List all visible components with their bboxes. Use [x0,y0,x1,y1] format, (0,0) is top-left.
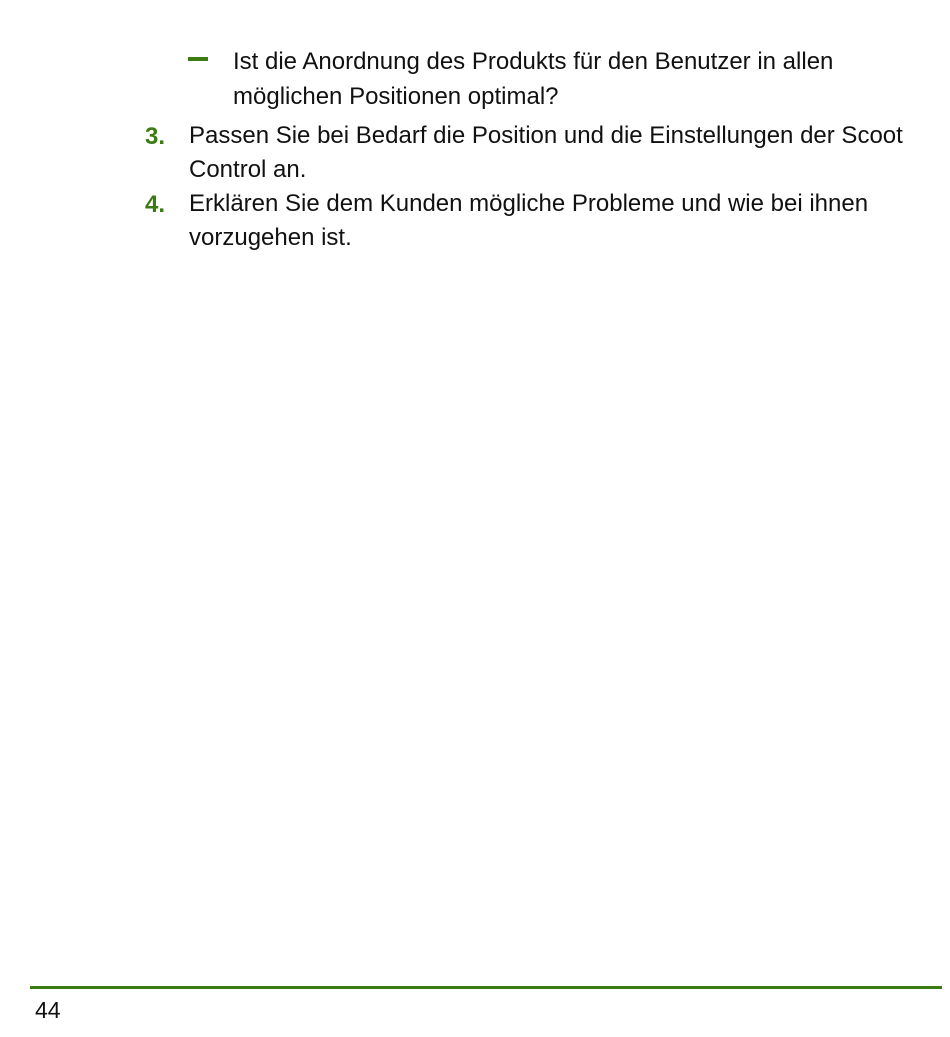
sub-list-item-text: Ist die Anordnung des Produkts für den Benutzer in allen möglichen Positionen optimal? [233,48,834,110]
footer-divider [30,986,942,989]
step-text: Erklären Sie dem Kunden mögliche Probleme und wie bei ihnen vorzugehen ist. [189,190,869,251]
page-number: 44 [35,997,61,1023]
step-number: 3. [145,123,166,150]
step-number: 4. [145,191,166,218]
step-text: Passen Sie bei Bedarf die Position und die Einstellungen der Scoot Control an. [189,122,903,183]
dash-bullet-icon [188,57,208,61]
